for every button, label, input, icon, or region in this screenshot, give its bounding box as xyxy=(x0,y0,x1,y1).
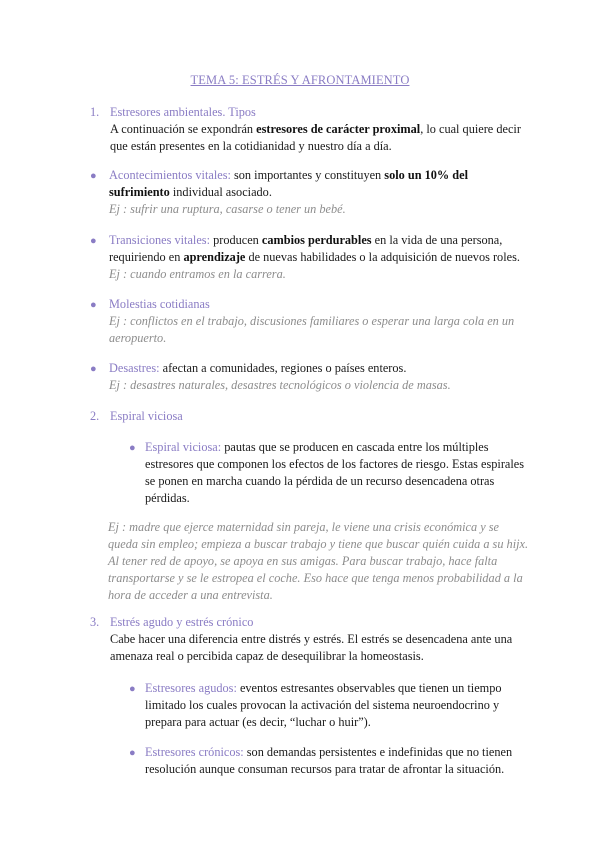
section-1-heading: Estresores ambientales. Tipos xyxy=(110,105,256,119)
item-agudos xyxy=(145,680,525,731)
intro-text-c: , lo cual quiere decir que están presentes en la cotidianidad y nuestro día a día. xyxy=(110,122,521,153)
section-3-number: 3. xyxy=(90,615,100,629)
section-3 xyxy=(110,614,530,665)
item-label: Espiral viciosa: xyxy=(145,440,222,454)
item-transiciones xyxy=(109,232,529,283)
item-text: individual asociado. xyxy=(169,185,272,199)
item-molestias xyxy=(109,296,529,347)
bullet-icon: ● xyxy=(129,442,136,454)
item-text: son importantes y constituyen xyxy=(230,168,385,182)
item-acontecimientos xyxy=(109,167,529,218)
espiral-example: Ej : madre que ejerce maternidad sin pareja, le viene una crisis económica y se queda sin empleo; empieza a buscar trabajo y tiene que buscar quién cuida a su hijx. Al tener red de apoyo, se apoya en sus amigas. Para buscar trabajo, hace falta transportarse y se le estropea el coche. Eso hace que tenga menos probabilidad a la hora de acceder a una entrevista. xyxy=(108,520,529,602)
item-label: Desastres: xyxy=(109,361,160,375)
item-text: eventos estresantes observables que tienen un tiempo limitado los cuales provocan la activación del sistema neuroendocrino y prepara para actuar (es decir, “luchar o huir”). xyxy=(145,681,502,729)
item-bold: cambios perdurables xyxy=(261,233,372,247)
item-text: producen xyxy=(210,233,262,247)
item-text: de nuevas habilidades o la adquisición de nuevos roles. xyxy=(245,250,520,264)
section-3-heading: Estrés agudo y estrés crónico xyxy=(110,615,254,629)
intro-bold: estresores de carácter proximal xyxy=(256,122,421,136)
item-desastres xyxy=(109,360,529,394)
item-example: Ej : sufrir una ruptura, casarse o tener un bebé. xyxy=(109,202,346,216)
item-espiral xyxy=(145,439,525,507)
section-2-number: 2. xyxy=(90,409,100,423)
section-1 xyxy=(110,104,530,155)
item-bold: solo un 10% del sufrimiento xyxy=(109,168,468,199)
bullet-icon: ● xyxy=(129,747,136,759)
section-3-intro: Cabe hacer una diferencia entre distrés y estrés. El estrés se desencadena ante una amenaza real o percibida capaz de desequilibrar la homeostasis. xyxy=(110,632,513,663)
item-text: pautas que se producen en cascada entre los múltiples estresores que componen los efectos de los factores de riesgo. Estas espirales se ponen en marcha cuando la pérdida de un recurso desencadena otras pérdidas. xyxy=(145,440,525,505)
item-label: Acontecimientos vitales: xyxy=(109,168,231,182)
item-label: Estresores agudos: xyxy=(145,681,237,695)
section-2-heading: Espiral viciosa xyxy=(110,409,183,423)
bullet-icon: ● xyxy=(90,299,97,311)
item-label: Molestias cotidianas xyxy=(109,297,210,311)
bullet-icon: ● xyxy=(90,235,97,247)
item-example: Ej : conflictos en el trabajo, discusiones familiares o esperar una larga cola en un aeropuerto. xyxy=(109,314,515,345)
item-label: Transiciones vitales: xyxy=(109,233,210,247)
item-example: Ej : desastres naturales, desastres tecnológicos o violencia de masas. xyxy=(109,378,451,392)
item-text: son demandas persistentes e indefinidas que no tienen resolución aunque consuman recursos para tratar de afrontar la situación. xyxy=(145,745,513,776)
bullet-icon: ● xyxy=(129,683,136,695)
bullet-icon: ● xyxy=(90,170,97,182)
item-bold: aprendizaje xyxy=(183,250,246,264)
bullet-icon: ● xyxy=(90,363,97,375)
item-cronicos xyxy=(145,744,525,778)
page-title: TEMA 5: ESTRÉS Y AFRONTAMIENTO xyxy=(190,73,410,87)
item-example: Ej : cuando entramos en la carrera. xyxy=(109,267,286,281)
section-1-intro xyxy=(110,121,530,155)
section-1-number: 1. xyxy=(90,105,100,119)
intro-text-a: A continuación se expondrán xyxy=(110,122,257,136)
item-text: afectan a comunidades, regiones o países enteros. xyxy=(159,361,407,375)
item-label: Estresores crónicos: xyxy=(145,745,244,759)
item-text: en la vida de una persona, requiriendo en xyxy=(109,233,503,264)
